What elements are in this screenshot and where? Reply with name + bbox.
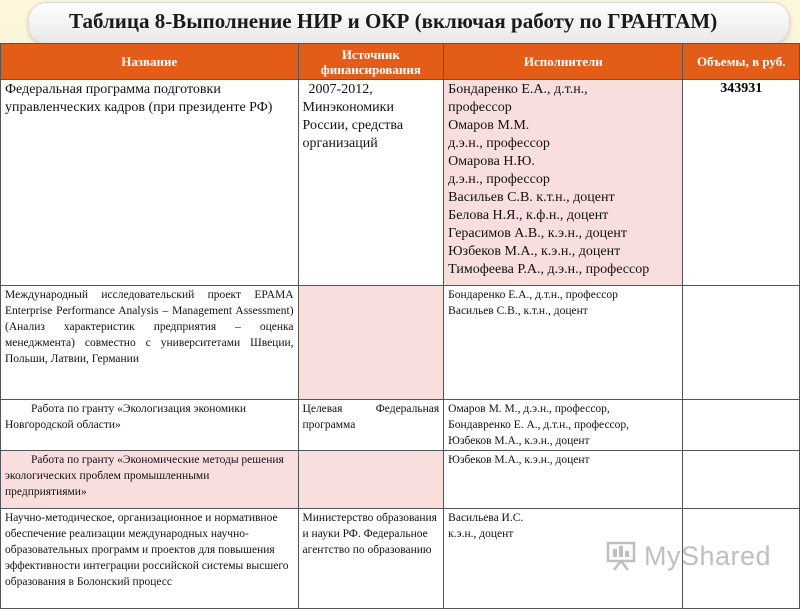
source-line: России, средства [302,118,404,133]
row3-source: Целевая Федеральная программа [298,400,444,451]
header-source: Источник финансирования [298,44,444,80]
row4-name: Работа по гранту «Экономические методы решения экологических проблем промышленными предприятиями» [1,451,299,509]
source-line: организаций [302,136,378,151]
row2-executors [444,286,683,400]
row2-source [298,286,444,400]
presentation-icon [604,539,638,573]
row5-name: Научно-методическое, организационное и нормативное обеспечение реализации международных научно-образовательных программ и проектов для повышения эффективности интеграции российской системы высшего образования в Болонский процесс [1,509,299,609]
executor-line: Бондавренко Е. А., д.т.н., профессор, [448,419,630,431]
executor-line: профессор [448,100,512,115]
executor-line: Бондаренко Е.А., д.т.н., профессор [448,289,618,301]
row3-name: Работа по гранту «Экологизация экономики Новгородской области» [1,400,299,451]
header-volume: Объемы, в руб. [683,44,800,80]
table-row [1,451,800,509]
executor-line: Юзбеков М.А., к.э.н., доцент [448,454,590,466]
row1-volume: 343931 [683,80,800,286]
row2-volume [683,286,800,400]
row3-executors [444,400,683,451]
row4-volume [683,451,800,509]
title-banner [28,2,790,44]
table-row [1,400,800,451]
row3-volume [683,400,800,451]
row4-source [298,451,444,509]
executor-line: Васильев С.В. к.т.н., доцент [448,190,615,205]
page-title: Таблица 8-Выполнение НИР и ОКР (включая работу по ГРАНТАМ) [69,9,718,33]
executor-line: Юзбеков М.А., к.э.н., доцент [448,244,621,259]
row1-name: Федеральная программа подготовки управленческих кадров (при президенте РФ) [1,80,299,286]
source-line: Минэкономики [302,100,394,115]
header-name: Название [1,44,299,80]
executor-line: Омаров М. М., д.э.н., профессор, [448,403,610,415]
executor-line: Омаров М.М. [448,118,530,133]
executor-line: Васильев С.В., к.т.н., доцент [448,305,588,317]
table-row [1,80,800,286]
executor-line: к.э.н., доцент [448,528,514,540]
executor-line: д.э.н., профессор [448,136,550,151]
row1-source [298,80,444,286]
watermark-text: MyShared [644,540,772,571]
row1-executors [444,80,683,286]
header-executors: Исполнители [444,44,683,80]
executor-line: Белова Н.Я., к.ф.н., доцент [448,208,609,223]
row2-name: Международный исследовательский проект EPAMA Enterprise Performance Analysis – Management Assessment) (Анализ характеристик предприятия – оценка менеджмента) совместно с университетами Швеции, Польши, Латвии, Германии [1,286,299,400]
executor-line: Герасимов А.В., к.э.н., доцент [448,226,627,241]
executor-line: Васильева И.С. [448,512,524,524]
table-row [1,286,800,400]
executor-line: Бондаренко Е.А., д.т.н., [448,82,588,97]
executor-line: д.э.н., профессор [448,172,550,187]
row4-executors [444,451,683,509]
row5-source: Министерство образования и науки РФ. Федеральное агентство по образованию [298,509,444,609]
executor-line: Тимофеева Р.А., д.э.н., профессор [448,262,650,277]
watermark [604,534,774,578]
executor-line: Омарова Н.Ю. [448,154,535,169]
header-row [1,44,800,80]
source-line: 2007-2012, [308,82,373,97]
research-table [0,43,800,609]
executor-line: Юзбеков М.А., к.э.н., доцент [448,435,590,447]
